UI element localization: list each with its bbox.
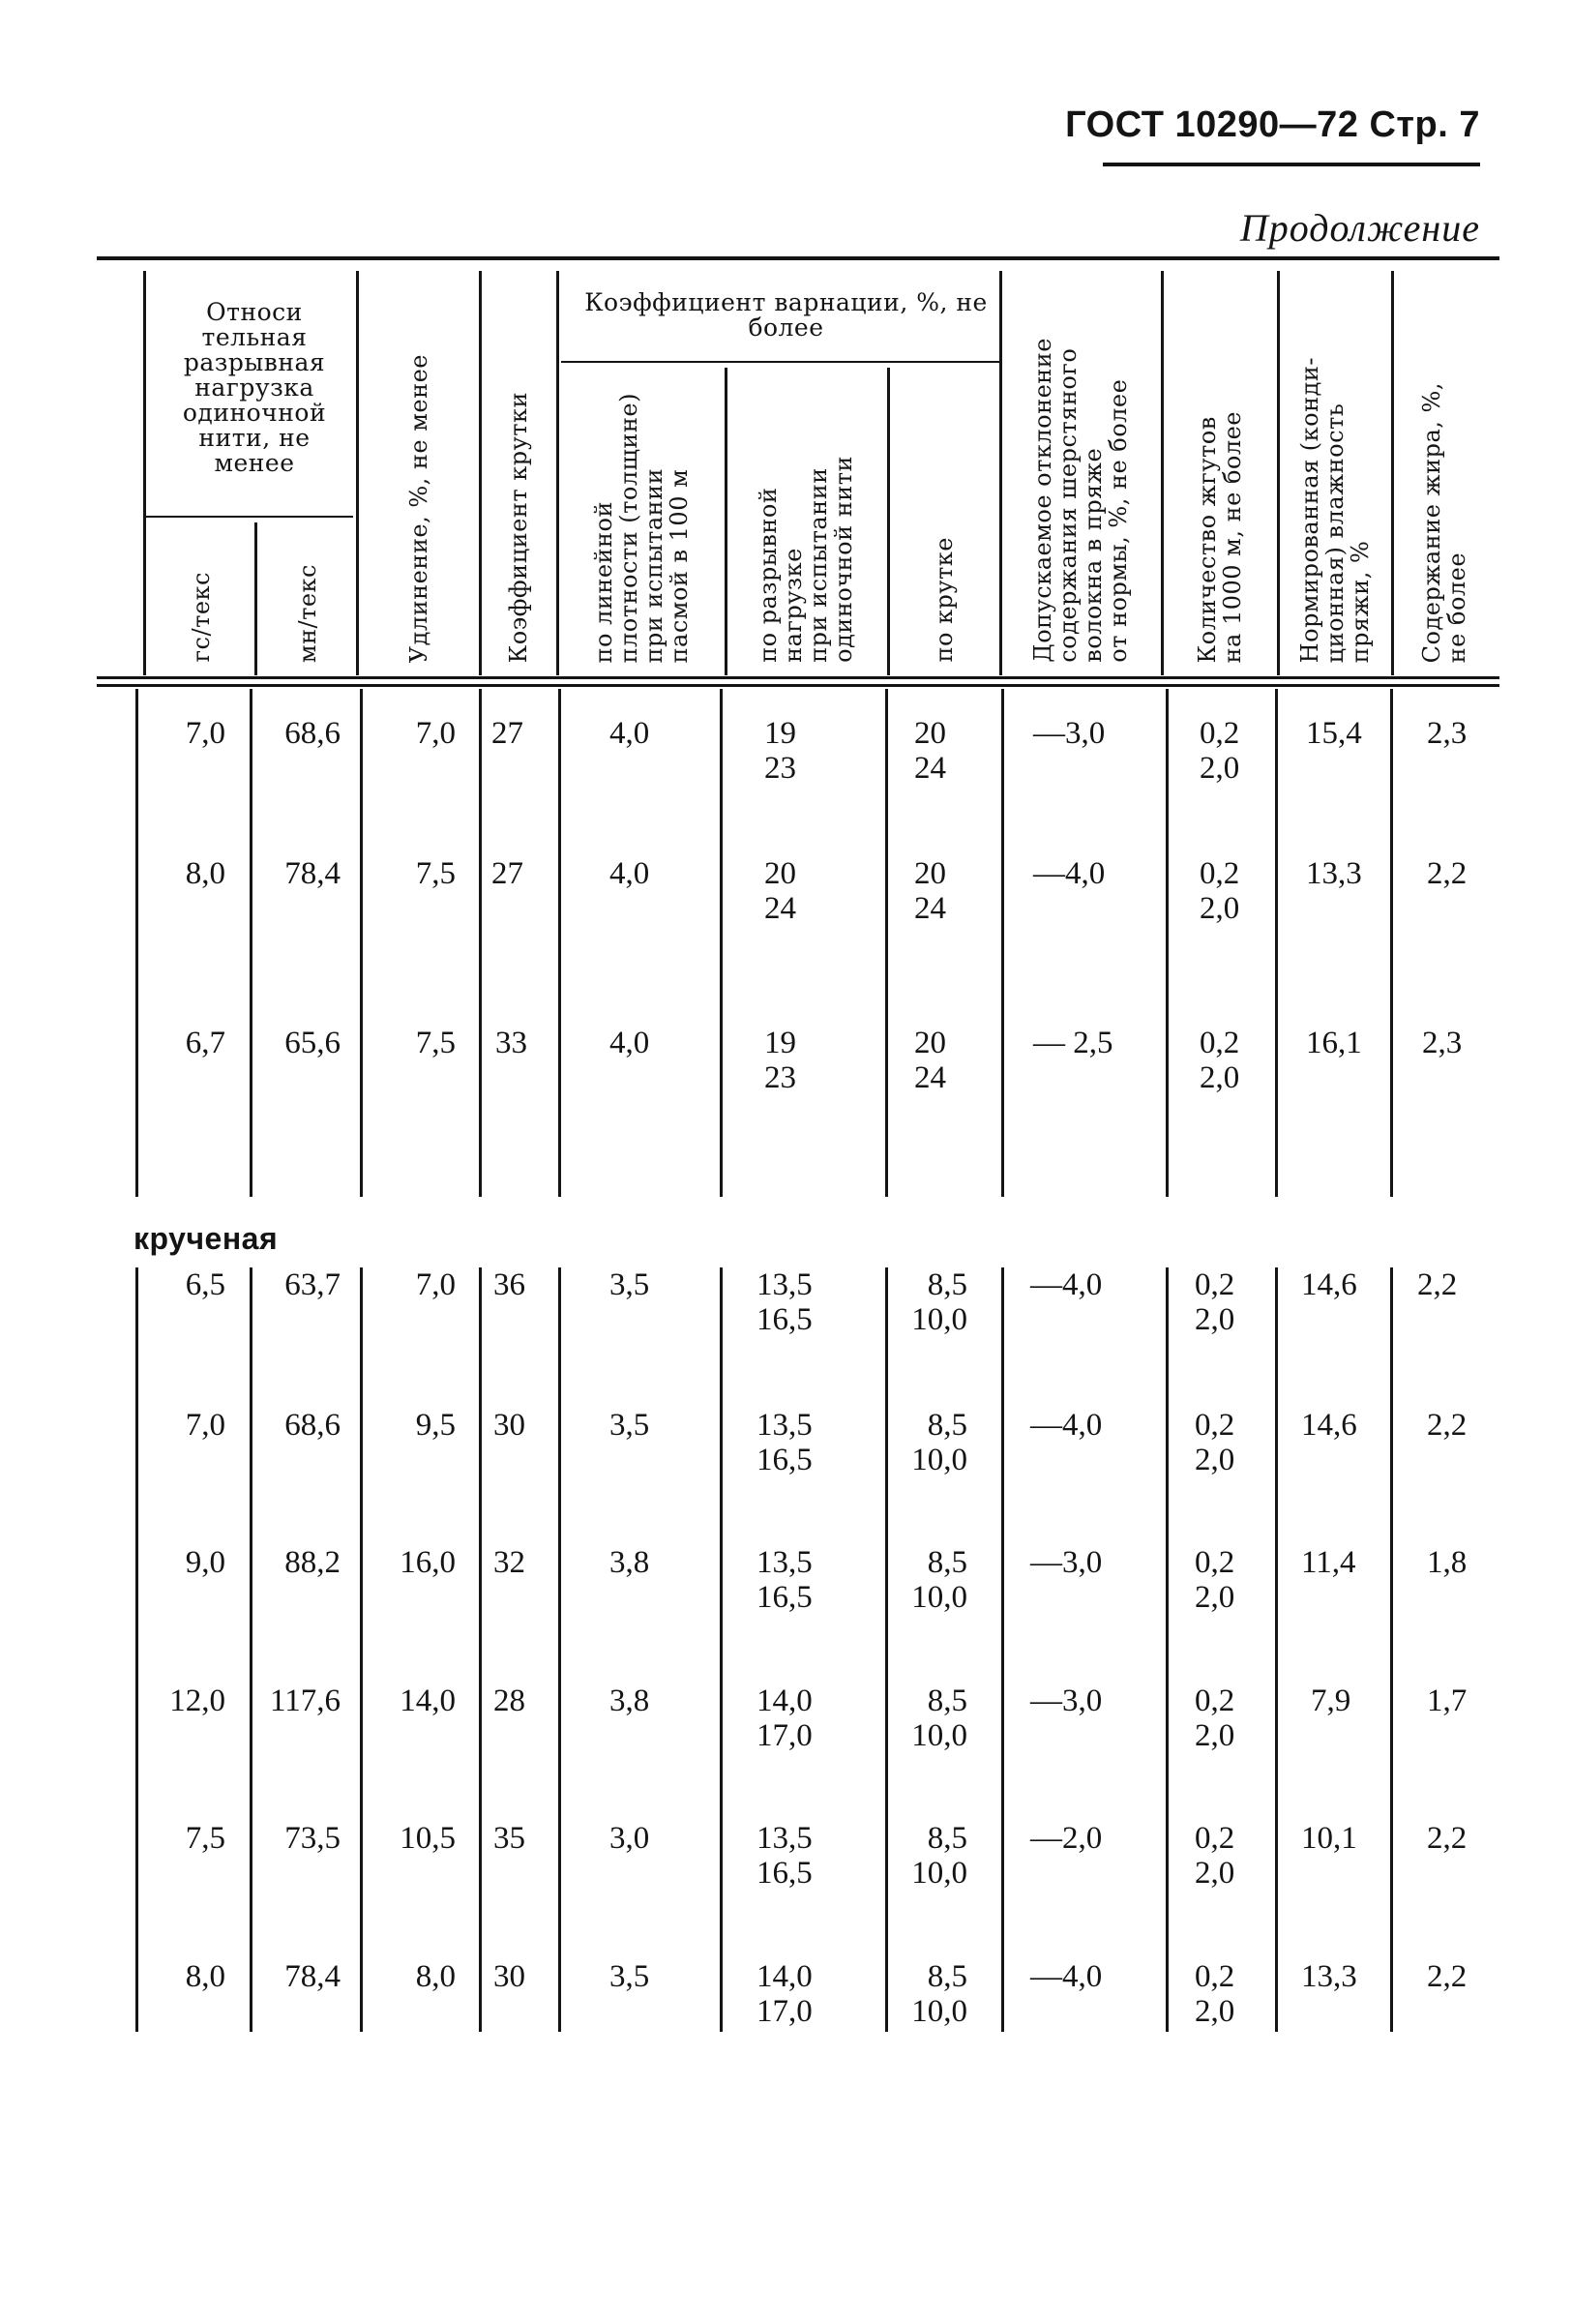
- section-label-twisted: крученая: [133, 1221, 279, 1256]
- cell-var-break: 14,0 17,0: [756, 1683, 813, 1753]
- cell-elongation: 7,0: [415, 716, 456, 751]
- cell-var-linear: 4,0: [609, 716, 650, 751]
- col-divider: [1001, 1267, 1004, 2032]
- cell-wool-deviation: —3,0: [1033, 716, 1106, 751]
- cell-knots: 0,2 2,0: [1195, 1959, 1235, 2029]
- table-header-bottom-rule: [97, 676, 1499, 679]
- col-divider: [360, 1267, 363, 2032]
- cell-mn-tex: 68,6: [284, 1408, 341, 1443]
- cell-fat: 1,7: [1427, 1683, 1468, 1718]
- cell-var-linear: 3,5: [609, 1959, 650, 1994]
- cell-var-linear: 3,5: [609, 1408, 650, 1443]
- cell-var-twist: 8,5 10,0: [911, 1821, 967, 1891]
- cell-gs-tex: 6,7: [185, 1026, 225, 1060]
- col-divider: [1390, 1267, 1393, 2032]
- cell-elongation: 10,5: [400, 1821, 456, 1856]
- col-divider: [1275, 1267, 1278, 2032]
- cell-var-break: 13,5 16,5: [756, 1821, 813, 1891]
- col-divider: [999, 271, 1002, 675]
- col-divider: [558, 689, 561, 1197]
- header-var-linear: по линейной плотности (толщине) при испытании пасмой в 100 м: [589, 392, 693, 663]
- cell-moisture: 14,6: [1301, 1408, 1357, 1443]
- cell-mn-tex: 63,7: [284, 1267, 341, 1302]
- cell-fat: 2,3: [1427, 716, 1468, 751]
- page-header: ГОСТ 10290—72 Стр. 7: [1065, 104, 1480, 145]
- col-divider: [1390, 689, 1393, 1197]
- cell-gs-tex: 7,0: [185, 716, 225, 751]
- header-fat: Содержание жира, %, не более: [1418, 381, 1470, 663]
- col-divider: [479, 1267, 482, 2032]
- cell-fat: 2,2: [1427, 1959, 1468, 1994]
- variation-group-rule: [561, 361, 1001, 363]
- col-divider: [479, 689, 482, 1197]
- col-divider: [885, 689, 888, 1197]
- col-divider: [1166, 689, 1169, 1197]
- cell-var-twist: 20 24: [914, 716, 946, 786]
- col-divider: [1391, 271, 1394, 675]
- col-divider: [558, 1267, 561, 2032]
- col-divider: [720, 689, 723, 1197]
- cell-knots: 0,2 2,0: [1195, 1821, 1235, 1891]
- cell-var-break: 13,5 16,5: [756, 1545, 813, 1615]
- col-divider: [250, 689, 252, 1197]
- header-unit-mn-tex: мн/текс: [293, 563, 321, 663]
- continuation-label: Продолжение: [1239, 206, 1480, 250]
- cell-var-twist: 20 24: [914, 1026, 946, 1095]
- table-top-rule: [97, 256, 1499, 260]
- cell-mn-tex: 73,5: [284, 1821, 341, 1856]
- col-divider: [250, 1267, 252, 2032]
- header-breaking-load: Относи тельная разрывная нагрузка одиночной нити, не менее: [182, 298, 327, 477]
- cell-twist-coef: 35: [493, 1821, 525, 1856]
- cell-var-break: 14,0 17,0: [756, 1959, 813, 2029]
- col-divider: [1277, 271, 1280, 675]
- cell-var-linear: 3,8: [609, 1545, 650, 1580]
- cell-moisture: 15,4: [1306, 716, 1362, 751]
- cell-var-linear: 4,0: [609, 856, 650, 891]
- col-divider: [720, 1267, 723, 2032]
- cell-moisture: 13,3: [1306, 856, 1362, 891]
- cell-twist-coef: 27: [491, 856, 523, 891]
- cell-moisture: 13,3: [1301, 1959, 1357, 1994]
- cell-twist-coef: 32: [493, 1545, 525, 1580]
- header-twist-coef: Коэффициент крутки: [505, 391, 532, 663]
- col-divider: [1161, 271, 1164, 675]
- cell-fat: 1,8: [1427, 1545, 1468, 1580]
- cell-wool-deviation: —2,0: [1030, 1821, 1103, 1856]
- cell-var-linear: 3,8: [609, 1683, 650, 1718]
- cell-knots: 0,2 2,0: [1195, 1683, 1235, 1753]
- cell-twist-coef: 27: [491, 716, 523, 751]
- cell-wool-deviation: —4,0: [1030, 1267, 1103, 1302]
- cell-moisture: 14,6: [1301, 1267, 1357, 1302]
- cell-knots: 0,2 2,0: [1195, 1545, 1235, 1615]
- cell-wool-deviation: —3,0: [1030, 1683, 1103, 1718]
- header-wool-deviation: Допускаемое отклонение содержания шерстяного волокна в пряже от нормы, %, не более: [1029, 338, 1132, 663]
- cell-var-break: 13,5 16,5: [756, 1267, 813, 1337]
- cell-moisture: 10,1: [1301, 1821, 1357, 1856]
- cell-elongation: 16,0: [400, 1545, 456, 1580]
- header-var-break: по разрывной нагрузке при испытании одиночной нити: [755, 456, 857, 663]
- cell-wool-deviation: —4,0: [1030, 1408, 1103, 1443]
- cell-knots: 0,2 2,0: [1200, 856, 1240, 926]
- cell-var-twist: 8,5 10,0: [911, 1959, 967, 2029]
- col-divider: [1275, 689, 1278, 1197]
- cell-moisture: 7,9: [1311, 1683, 1351, 1718]
- col-divider: [356, 271, 359, 675]
- header-var-twist: по крутке: [931, 537, 958, 663]
- cell-mn-tex: 88,2: [284, 1545, 341, 1580]
- cell-var-linear: 3,0: [609, 1821, 650, 1856]
- cell-var-linear: 3,5: [609, 1267, 650, 1302]
- cell-var-twist: 8,5 10,0: [911, 1267, 967, 1337]
- cell-mn-tex: 117,6: [269, 1683, 341, 1718]
- cell-wool-deviation: —4,0: [1030, 1959, 1103, 1994]
- cell-gs-tex: 8,0: [185, 1959, 225, 1994]
- cell-fat: 2,3: [1422, 1026, 1463, 1060]
- cell-twist-coef: 33: [495, 1026, 527, 1060]
- cell-var-linear: 4,0: [609, 1026, 650, 1060]
- cell-twist-coef: 30: [493, 1408, 525, 1443]
- cell-var-twist: 20 24: [914, 856, 946, 926]
- col-divider: [135, 689, 138, 1197]
- cell-gs-tex: 7,5: [185, 1821, 225, 1856]
- cell-wool-deviation: —4,0: [1033, 856, 1106, 891]
- col-divider: [135, 1267, 138, 2032]
- header-knots: Количество жгутов на 1000 м, не более: [1194, 410, 1246, 663]
- cell-var-twist: 8,5 10,0: [911, 1408, 967, 1477]
- cell-gs-tex: 12,0: [169, 1683, 225, 1718]
- cell-mn-tex: 65,6: [284, 1026, 341, 1060]
- cell-var-twist: 8,5 10,0: [911, 1545, 967, 1615]
- col-divider: [887, 368, 890, 675]
- cell-wool-deviation: — 2,5: [1033, 1026, 1113, 1060]
- col-divider: [885, 1267, 888, 2032]
- cell-fat: 2,2: [1427, 856, 1468, 891]
- cell-elongation: 7,0: [415, 1267, 456, 1302]
- cell-moisture: 11,4: [1301, 1545, 1356, 1580]
- cell-fat: 2,2: [1427, 1821, 1468, 1856]
- cell-mn-tex: 78,4: [284, 856, 341, 891]
- header-elongation: Удлинение, %, не менее: [404, 353, 432, 663]
- cell-var-twist: 8,5 10,0: [911, 1683, 967, 1753]
- col-divider: [1166, 1267, 1169, 2032]
- col-divider: [556, 271, 559, 675]
- header-variation-group: Коэффициент варнации, %, не более: [584, 288, 988, 342]
- cell-knots: 0,2 2,0: [1195, 1408, 1235, 1477]
- cell-knots: 0,2 2,0: [1195, 1267, 1235, 1337]
- cell-knots: 0,2 2,0: [1200, 716, 1240, 786]
- col-divider: [725, 368, 727, 675]
- cell-var-break: 19 23: [764, 716, 796, 786]
- header-rule: [1103, 163, 1480, 166]
- cell-elongation: 8,0: [415, 1959, 456, 1994]
- cell-twist-coef: 28: [493, 1683, 525, 1718]
- table-header-bottom-rule-2: [97, 684, 1499, 687]
- col-divider: [254, 522, 257, 675]
- cell-gs-tex: 6,5: [185, 1267, 225, 1302]
- col-divider: [143, 271, 146, 675]
- cell-var-break: 19 23: [764, 1026, 796, 1095]
- cell-var-break: 13,5 16,5: [756, 1408, 813, 1477]
- cell-gs-tex: 9,0: [185, 1545, 225, 1580]
- cell-knots: 0,2 2,0: [1200, 1026, 1240, 1095]
- cell-elongation: 9,5: [415, 1408, 456, 1443]
- col-divider: [479, 271, 482, 675]
- cell-fat: 2,2: [1427, 1408, 1468, 1443]
- cell-mn-tex: 78,4: [284, 1959, 341, 1994]
- cell-elongation: 7,5: [415, 1026, 456, 1060]
- col-divider: [1001, 689, 1004, 1197]
- cell-fat: 2,2: [1417, 1267, 1458, 1302]
- cell-twist-coef: 30: [493, 1959, 525, 1994]
- cell-twist-coef: 36: [493, 1267, 525, 1302]
- cell-wool-deviation: —3,0: [1030, 1545, 1103, 1580]
- cell-moisture: 16,1: [1306, 1026, 1362, 1060]
- cell-gs-tex: 7,0: [185, 1408, 225, 1443]
- col-divider: [360, 689, 363, 1197]
- cell-elongation: 14,0: [400, 1683, 456, 1718]
- cell-elongation: 7,5: [415, 856, 456, 891]
- cell-mn-tex: 68,6: [284, 716, 341, 751]
- header-unit-gs-tex: гс/текс: [188, 572, 215, 663]
- header-moisture: Нормированная (конди- ционная) влажность пряжи, %: [1296, 356, 1374, 663]
- cell-var-break: 20 24: [764, 856, 796, 926]
- load-group-rule: [145, 516, 353, 518]
- cell-gs-tex: 8,0: [185, 856, 225, 891]
